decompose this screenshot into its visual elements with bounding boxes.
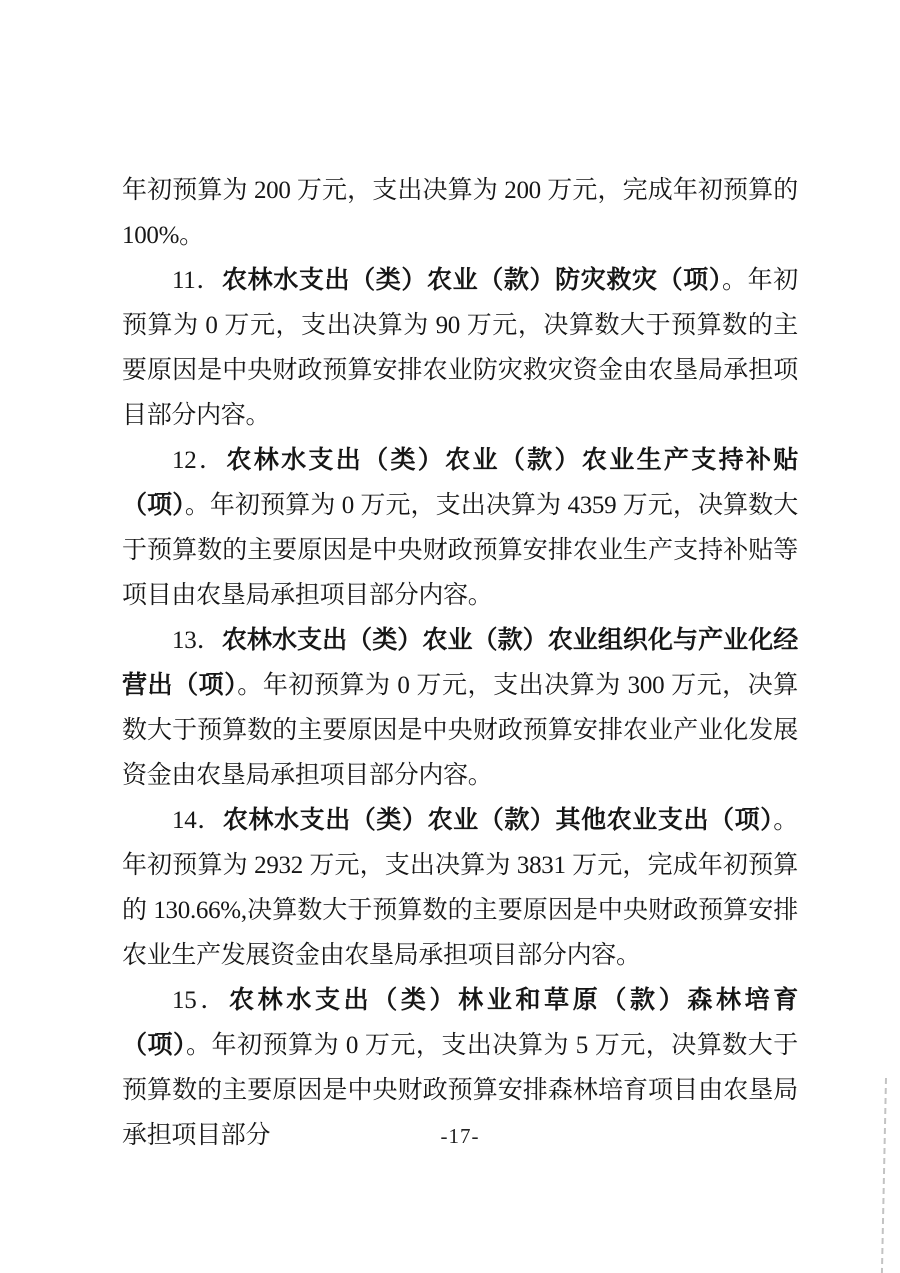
scan-artifact-line: [881, 1078, 887, 1273]
body-text: 15．: [172, 987, 229, 1014]
paragraph-item-12: [122, 438, 798, 618]
page-number: -17-: [440, 1124, 480, 1148]
body-text: 14．: [172, 807, 223, 834]
body-text: 13．: [172, 627, 222, 654]
paragraph-continuation: [122, 168, 798, 258]
body-text: 11．: [172, 267, 223, 294]
body-text: 12．: [172, 447, 227, 474]
item-heading: 农林水支出（类）农业（款）农业组织化与产业化经营出（项）: [122, 627, 798, 699]
paragraph-item-13: [122, 618, 798, 798]
body-text: 年初预算为 200 万元，支出决算为 200 万元，完成年初预算的 100%。: [122, 177, 798, 249]
item-heading: 农林水支出（类）农业（款）防灾救灾（项）: [222, 267, 723, 294]
body-text: 。年初预算为 0 万元，支出决算为 4359 万元，决算数大于预算数的主要原因是中央财政预算安排农业生产支持补贴等项目由农垦局承担项目部分内容。: [122, 492, 798, 609]
body-text: 。年初预算为 0 万元，支出决算为 90 万元，决算数大于预算数的主要原因是中央财政预算安排农业防灾救灾资金由农垦局承担项目部分内容。: [122, 267, 798, 429]
paragraph-item-11: [122, 258, 798, 438]
body-text: 。年初预算为 0 万元，支出决算为 300 万元，决算数大于预算数的主要原因是中央财政预算安排农业产业化发展资金由农垦局承担项目部分内容。: [122, 672, 798, 789]
body-text: 。年初预算为 2932 万元，支出决算为 3831 万元，完成年初预算的 130.66%,决算数大于预算数的主要原因是中央财政预算安排农业生产发展资金由农垦局承担项目部分内容。: [122, 807, 798, 969]
item-heading: 农林水支出（类）林业和草原（款）森林培育（项）: [122, 987, 798, 1059]
item-heading: 农林水支出（类）农业（款）农业生产支持补贴（项）: [122, 447, 798, 519]
paragraph-item-14: [122, 798, 798, 978]
text-block: [122, 168, 798, 1158]
body-text: 。年初预算为 0 万元，支出决算为 5 万元，决算数大于预算数的主要原因是中央财政预算安排森林培育项目由农垦局承担项目部分: [122, 1032, 798, 1149]
item-heading: 农林水支出（类）农业（款）其他农业支出（项）: [222, 807, 774, 834]
